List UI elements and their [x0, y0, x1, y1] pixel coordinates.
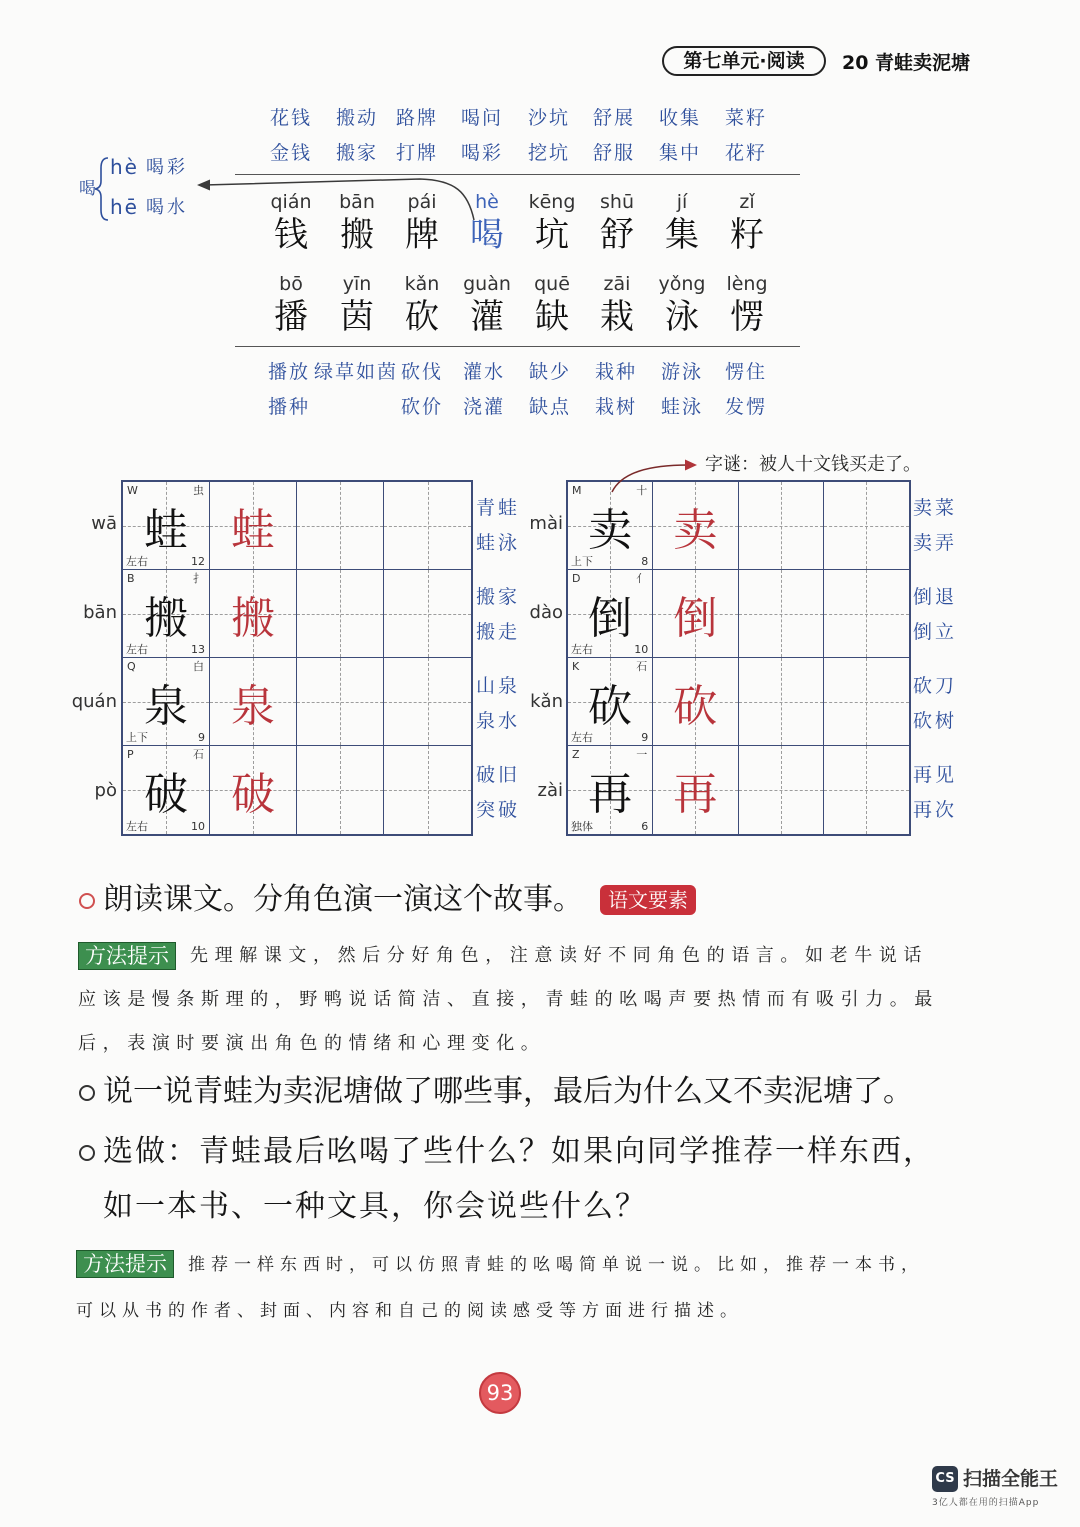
reading-word: 喝彩	[146, 157, 188, 178]
model-character: 破	[144, 769, 188, 820]
radical: 扌	[193, 572, 204, 585]
polyphone-char: 喝	[79, 179, 98, 199]
char-pinyin: guàn	[463, 273, 511, 295]
vocab-word: 播放	[267, 361, 311, 383]
vocab-word: 搬动	[335, 107, 379, 129]
trace-character: 再	[673, 769, 718, 820]
vocab-word: 绿草如茵	[313, 361, 399, 383]
task-2-text: 说一说青蛙为卖泥塘做了哪些事，最后为什么又不卖泥塘了。	[103, 1074, 913, 1109]
character: 搬	[340, 215, 374, 255]
stroke-count: 13	[191, 643, 205, 656]
vocab-word: 浇灌	[462, 396, 506, 418]
character: 愣	[730, 297, 764, 337]
vocab-word: 集中	[658, 142, 702, 164]
model-cell	[123, 746, 210, 834]
model-character: 泉	[144, 680, 188, 732]
trace-cell	[653, 482, 738, 570]
pinyin-initial: D	[572, 572, 581, 585]
stroke-count: 8	[641, 555, 649, 568]
character: 灌	[470, 297, 504, 337]
pinyin-initial: P	[127, 748, 134, 761]
grid-pinyin: mài	[529, 513, 563, 534]
practice-cell	[384, 482, 471, 570]
example-word: 倒退	[913, 586, 958, 608]
practice-cell	[384, 746, 471, 834]
structure: 左右	[571, 643, 593, 656]
model-cell	[123, 570, 210, 658]
vocab-word: 挖坑	[527, 142, 571, 164]
structure: 左右	[126, 820, 148, 833]
grid-pinyin: zài	[537, 780, 563, 801]
reading-pinyin: hē	[110, 195, 139, 219]
vocab-word: 缺点	[528, 396, 572, 418]
vocab-word: 金钱	[269, 142, 313, 164]
char-pinyin: pái	[407, 191, 437, 213]
character: 牌	[405, 215, 439, 255]
trace-cell	[210, 570, 297, 658]
character: 坑	[535, 215, 569, 255]
model-character: 倒	[588, 592, 633, 644]
char-pinyin: hè	[475, 191, 499, 213]
trace-cell	[210, 482, 297, 570]
pinyin-initial: W	[127, 484, 138, 497]
vocab-word: 喝彩	[460, 142, 504, 164]
char-pinyin: bō	[279, 273, 303, 295]
example-word: 泉水	[476, 710, 521, 732]
vocab-word: 缺少	[528, 361, 572, 383]
structure: 左右	[126, 555, 148, 568]
vocab-word: 发愣	[724, 396, 768, 418]
scanner-app-name: 扫描全能王	[963, 1468, 1059, 1490]
task-3-text: 选做：青蛙最后吆喝了些什么？如果向同学推荐一样东西，	[103, 1134, 935, 1169]
char-pinyin: jí	[676, 191, 688, 213]
character: 茵	[340, 297, 374, 337]
practice-cell	[739, 746, 824, 834]
vocab-word: 游泳	[660, 361, 704, 383]
vocab-word: 搬家	[335, 142, 379, 164]
pinyin-initial: M	[572, 484, 582, 497]
trace-character: 破	[231, 769, 275, 820]
example-word: 再见	[913, 764, 958, 786]
model-cell	[568, 570, 653, 658]
structure: 左右	[126, 643, 148, 656]
vocab-word: 菜籽	[724, 107, 768, 129]
example-word: 卖弄	[913, 532, 958, 554]
vocab-word: 路牌	[395, 107, 439, 129]
model-character: 卖	[588, 504, 633, 556]
task-3-text: 如一本书、一种文具，你会说些什么？	[103, 1189, 647, 1224]
radical: 一	[636, 748, 648, 761]
character: 砍	[405, 297, 439, 337]
vocab-word: 舒展	[592, 107, 636, 129]
vocab-word: 播种	[267, 396, 311, 418]
character: 钱	[274, 215, 308, 255]
vocab-word: 舒服	[592, 142, 636, 164]
stroke-count: 10	[191, 820, 205, 833]
task-bullet	[79, 1085, 95, 1101]
vocab-word: 喝问	[460, 107, 504, 129]
grid-pinyin: dào	[529, 602, 563, 623]
badge-chinese-element: 语文要素	[600, 885, 696, 915]
char-pinyin: shū	[600, 191, 634, 213]
practice-cell	[384, 570, 471, 658]
lesson-title: 20 青蛙卖泥塘	[842, 52, 971, 74]
character: 舒	[600, 215, 634, 255]
practice-cell	[384, 658, 471, 746]
model-cell	[568, 482, 653, 570]
trace-character: 蛙	[231, 504, 275, 556]
pinyin-initial: Q	[127, 660, 136, 673]
char-pinyin: kēng	[528, 191, 576, 213]
method-hint-text: 可以从书的作者、封面、内容和自己的阅读感受等方面进行描述。	[76, 1301, 743, 1321]
divider-line	[235, 174, 800, 175]
trace-cell	[653, 570, 738, 658]
model-cell	[123, 482, 210, 570]
pinyin-initial: B	[127, 572, 135, 585]
unit-label: 第七单元·阅读	[662, 46, 826, 76]
char-pinyin: yǒng	[658, 273, 706, 295]
char-pinyin: qián	[270, 191, 312, 213]
method-hint-label: 方法提示	[78, 942, 176, 970]
structure: 左右	[571, 731, 593, 744]
vocab-word: 灌水	[462, 361, 506, 383]
char-pinyin: zǐ	[739, 191, 755, 213]
example-word: 再次	[913, 799, 958, 821]
stroke-count: 10	[634, 643, 649, 656]
example-word: 山泉	[476, 675, 521, 697]
character-riddle: 字谜：被人十文钱买走了。	[705, 454, 921, 475]
radical: 十	[636, 484, 648, 497]
example-word: 蛙泳	[476, 532, 521, 554]
character: 播	[274, 297, 308, 337]
trace-cell	[653, 658, 738, 746]
example-word: 破旧	[476, 764, 521, 786]
practice-cell	[297, 482, 384, 570]
example-word: 搬家	[476, 586, 521, 608]
example-word: 砍树	[913, 710, 958, 732]
practice-cell	[824, 570, 909, 658]
trace-character: 搬	[231, 592, 275, 644]
task-1-text: 朗读课文。分角色演一演这个故事。	[103, 882, 583, 917]
pinyin-initial: Z	[572, 748, 580, 761]
example-word: 搬走	[476, 621, 521, 643]
example-word: 倒立	[913, 621, 958, 643]
character: 缺	[535, 297, 569, 337]
method-hint-text: 先理解课文，然后分好角色，注意读好不同角色的语言。如老牛说话	[190, 945, 928, 966]
trace-character: 砍	[673, 680, 718, 732]
vocab-word: 收集	[658, 107, 702, 129]
method-hint-text: 应该是慢条斯理的，野鸭说话简洁、直接，青蛙的吆喝声要热情而有吸引力。最	[78, 989, 939, 1010]
practice-cell	[824, 746, 909, 834]
example-word: 卖菜	[913, 497, 958, 519]
model-character: 搬	[144, 592, 188, 644]
radical: 石	[193, 748, 204, 761]
grid-pinyin: quán	[71, 691, 117, 712]
char-pinyin: yīn	[342, 273, 372, 295]
task-bullet	[79, 1145, 95, 1161]
divider-line	[235, 346, 800, 347]
stroke-count: 9	[641, 731, 649, 744]
structure: 上下	[571, 555, 593, 568]
model-character: 砍	[588, 680, 633, 732]
radical: 石	[636, 660, 648, 673]
practice-cell	[824, 658, 909, 746]
page-number: 93	[479, 1372, 521, 1414]
vocab-word: 砍伐	[400, 361, 444, 383]
task-bullet	[79, 893, 95, 909]
practice-cell	[824, 482, 909, 570]
reading-word: 喝水	[146, 197, 188, 218]
vocab-word: 花钱	[269, 107, 313, 129]
model-character: 再	[588, 769, 633, 820]
reading-pinyin: hè	[110, 155, 139, 179]
structure: 上下	[126, 731, 148, 744]
grid-pinyin: kǎn	[530, 691, 563, 712]
trace-character: 倒	[673, 592, 718, 644]
stroke-count: 12	[191, 555, 205, 568]
practice-cell	[739, 570, 824, 658]
polyphone-arrow-head	[197, 180, 210, 191]
practice-cell	[297, 746, 384, 834]
grid-pinyin: wā	[91, 513, 117, 534]
riddle-arrow-head	[685, 460, 697, 471]
model-cell	[123, 658, 210, 746]
stroke-count: 6	[641, 820, 649, 833]
vocab-word: 沙坑	[527, 107, 571, 129]
char-pinyin: lèng	[726, 273, 768, 295]
model-character: 蛙	[144, 504, 188, 556]
vocab-word: 栽种	[594, 361, 638, 383]
model-cell	[568, 746, 653, 834]
character: 泳	[665, 297, 699, 337]
method-hint-text: 后，表演时要演出角色的情绪和心理变化。	[78, 1033, 546, 1054]
practice-cell	[739, 482, 824, 570]
vocab-word: 砍价	[400, 396, 444, 418]
char-pinyin: zāi	[603, 273, 631, 295]
method-hint-text: 推荐一样东西时，可以仿照青蛙的吆喝简单说一说。比如，推荐一本书，	[188, 1255, 924, 1275]
example-word: 青蛙	[476, 497, 521, 519]
vocab-word: 愣住	[724, 361, 768, 383]
practice-cell	[739, 658, 824, 746]
vocab-word: 栽树	[594, 396, 638, 418]
radical: 白	[193, 660, 204, 673]
practice-cell	[297, 658, 384, 746]
writing-grid-right	[566, 480, 911, 836]
vocab-word: 打牌	[395, 142, 439, 164]
radical: 亻	[636, 572, 648, 585]
char-pinyin: kǎn	[404, 273, 440, 295]
pinyin-initial: K	[572, 660, 580, 673]
trace-character: 泉	[231, 680, 275, 732]
radical: 虫	[193, 484, 204, 497]
char-pinyin: bān	[339, 191, 375, 213]
character: 籽	[730, 215, 764, 255]
scanner-tagline: 3亿人都在用的扫描App	[932, 1498, 1040, 1508]
method-hint-label: 方法提示	[76, 1250, 174, 1278]
vocab-word: 花籽	[724, 142, 768, 164]
scanner-logo-icon: CS	[932, 1466, 958, 1492]
example-word: 突破	[476, 799, 521, 821]
trace-cell	[210, 658, 297, 746]
trace-cell	[210, 746, 297, 834]
stroke-count: 9	[198, 731, 205, 744]
model-cell	[568, 658, 653, 746]
character: 栽	[600, 297, 634, 337]
trace-cell	[653, 746, 738, 834]
character: 集	[665, 215, 699, 255]
practice-cell	[297, 570, 384, 658]
char-pinyin: quē	[534, 273, 570, 295]
grid-pinyin: bān	[83, 602, 117, 623]
vocab-word: 蛙泳	[660, 396, 704, 418]
grid-pinyin: pò	[94, 780, 117, 801]
trace-character: 卖	[673, 504, 718, 556]
writing-grid-left	[121, 480, 473, 836]
structure: 独体	[571, 820, 593, 833]
example-word: 砍刀	[913, 675, 958, 697]
character: 喝	[470, 215, 504, 255]
